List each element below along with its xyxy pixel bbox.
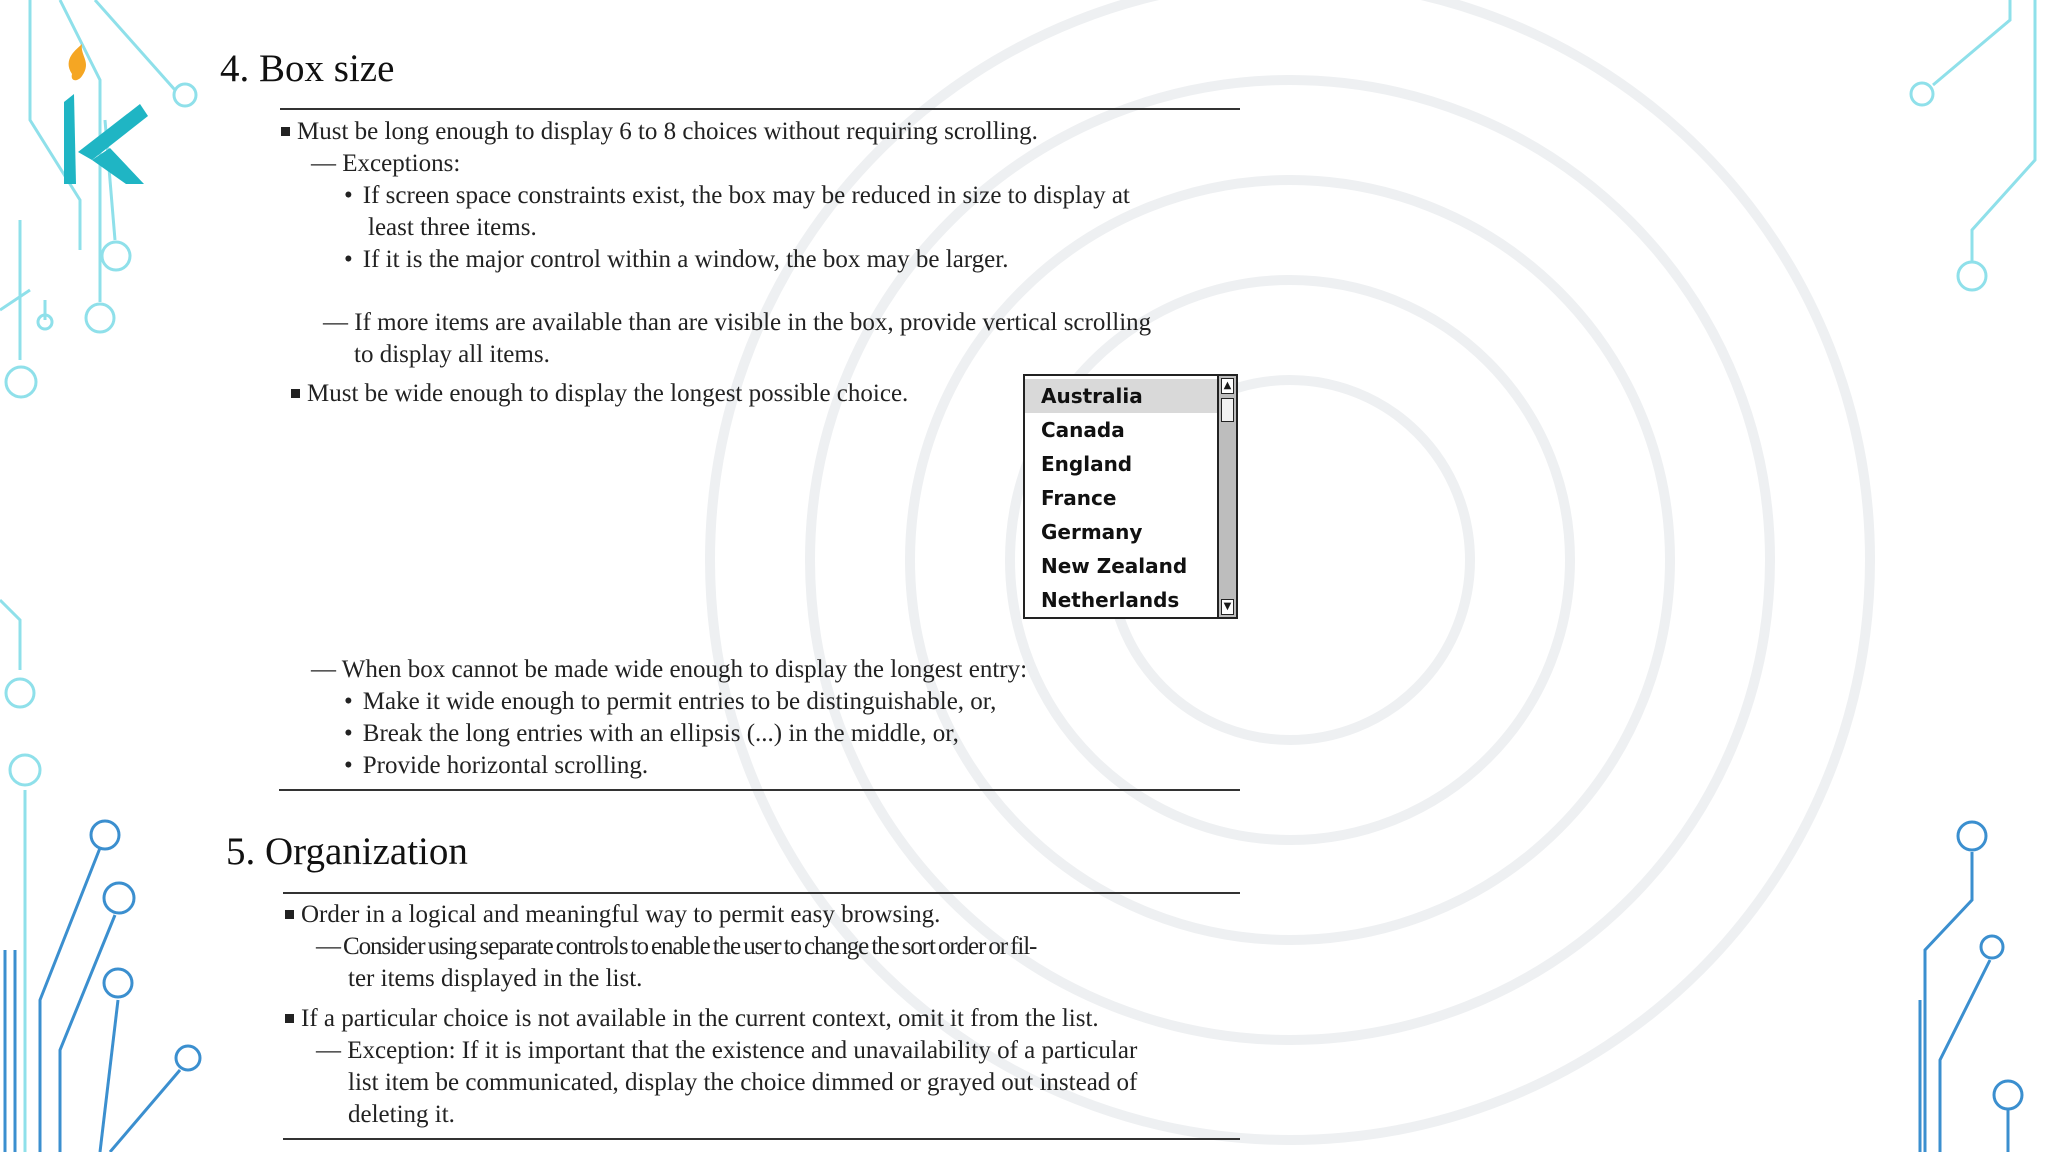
- section5-heading: 5. Organization: [226, 830, 468, 873]
- exception-line-1: — Exception: If it is important that the existence and unavailability of a particular: [316, 1037, 1138, 1064]
- more-items-line-1: — If more items are available than are visible in the box, provide vertical scrolling: [323, 309, 1152, 336]
- list-item[interactable]: England: [1041, 452, 1133, 476]
- k-flame-logo: [52, 44, 162, 194]
- wide-option-1: • Make it wide enough to permit entries to be distinguishable, or,: [344, 687, 996, 717]
- more-items-line-2: to display all items.: [354, 341, 550, 368]
- section5-bottom-rule: [283, 1138, 1240, 1140]
- country-listbox[interactable]: [1023, 374, 1238, 619]
- list-item[interactable]: Netherlands: [1041, 588, 1180, 612]
- exception-line-2: list item be communicated, display the choice dimmed or grayed out instead of: [348, 1069, 1138, 1096]
- section4-heading: 4. Box size: [220, 47, 395, 90]
- arrow-up-icon[interactable]: ▲: [1221, 378, 1234, 394]
- section4-bullet-2: Must be wide enough to display the longest possible choice.: [291, 379, 908, 409]
- section4-bullet-1: Must be long enough to display 6 to 8 choices without requiring scrolling.: [281, 117, 1038, 147]
- left-circuit-dark: [5, 821, 200, 1152]
- when-box-label: — When box cannot be made wide enough to display the longest entry:: [311, 656, 1028, 683]
- right-circuit-lines: [1911, 0, 2035, 290]
- section4-bottom-rule: [279, 789, 1240, 791]
- list-item[interactable]: Australia: [1025, 379, 1220, 413]
- consider-line-1: — Consider using separate controls to enable the user to change the sort order or fil-: [316, 933, 1037, 960]
- exception-item-2: • If it is the major control within a window, the box may be larger.: [344, 245, 1008, 275]
- wide-option-3: • Provide horizontal scrolling.: [344, 751, 648, 781]
- exception-item-1-cont: least three items.: [368, 214, 537, 241]
- vertical-scrollbar[interactable]: [1217, 376, 1236, 617]
- section4-top-rule: [280, 108, 1240, 110]
- section5-top-rule: [283, 892, 1240, 894]
- right-circuit-dark: [1920, 822, 2022, 1152]
- section5-bullet-2: If a particular choice is not available in the current context, omit it from the list.: [285, 1004, 1099, 1034]
- exceptions-label: — Exceptions:: [311, 150, 461, 177]
- exception-line-3: deleting it.: [348, 1101, 455, 1128]
- exception-item-1: • If screen space constraints exist, the box may be reduced in size to display at: [344, 181, 1130, 211]
- list-item[interactable]: France: [1041, 486, 1117, 510]
- list-item[interactable]: New Zealand: [1041, 554, 1188, 578]
- section5-bullet-1: Order in a logical and meaningful way to permit easy browsing.: [285, 900, 940, 930]
- wide-option-2: • Break the long entries with an ellipsis (...) in the middle, or,: [344, 719, 959, 749]
- list-item[interactable]: Germany: [1041, 520, 1143, 544]
- arrow-down-icon[interactable]: ▼: [1221, 599, 1234, 615]
- consider-line-2: ter items displayed in the list.: [348, 965, 643, 992]
- scroll-thumb[interactable]: [1221, 398, 1234, 422]
- list-item[interactable]: Canada: [1041, 418, 1125, 442]
